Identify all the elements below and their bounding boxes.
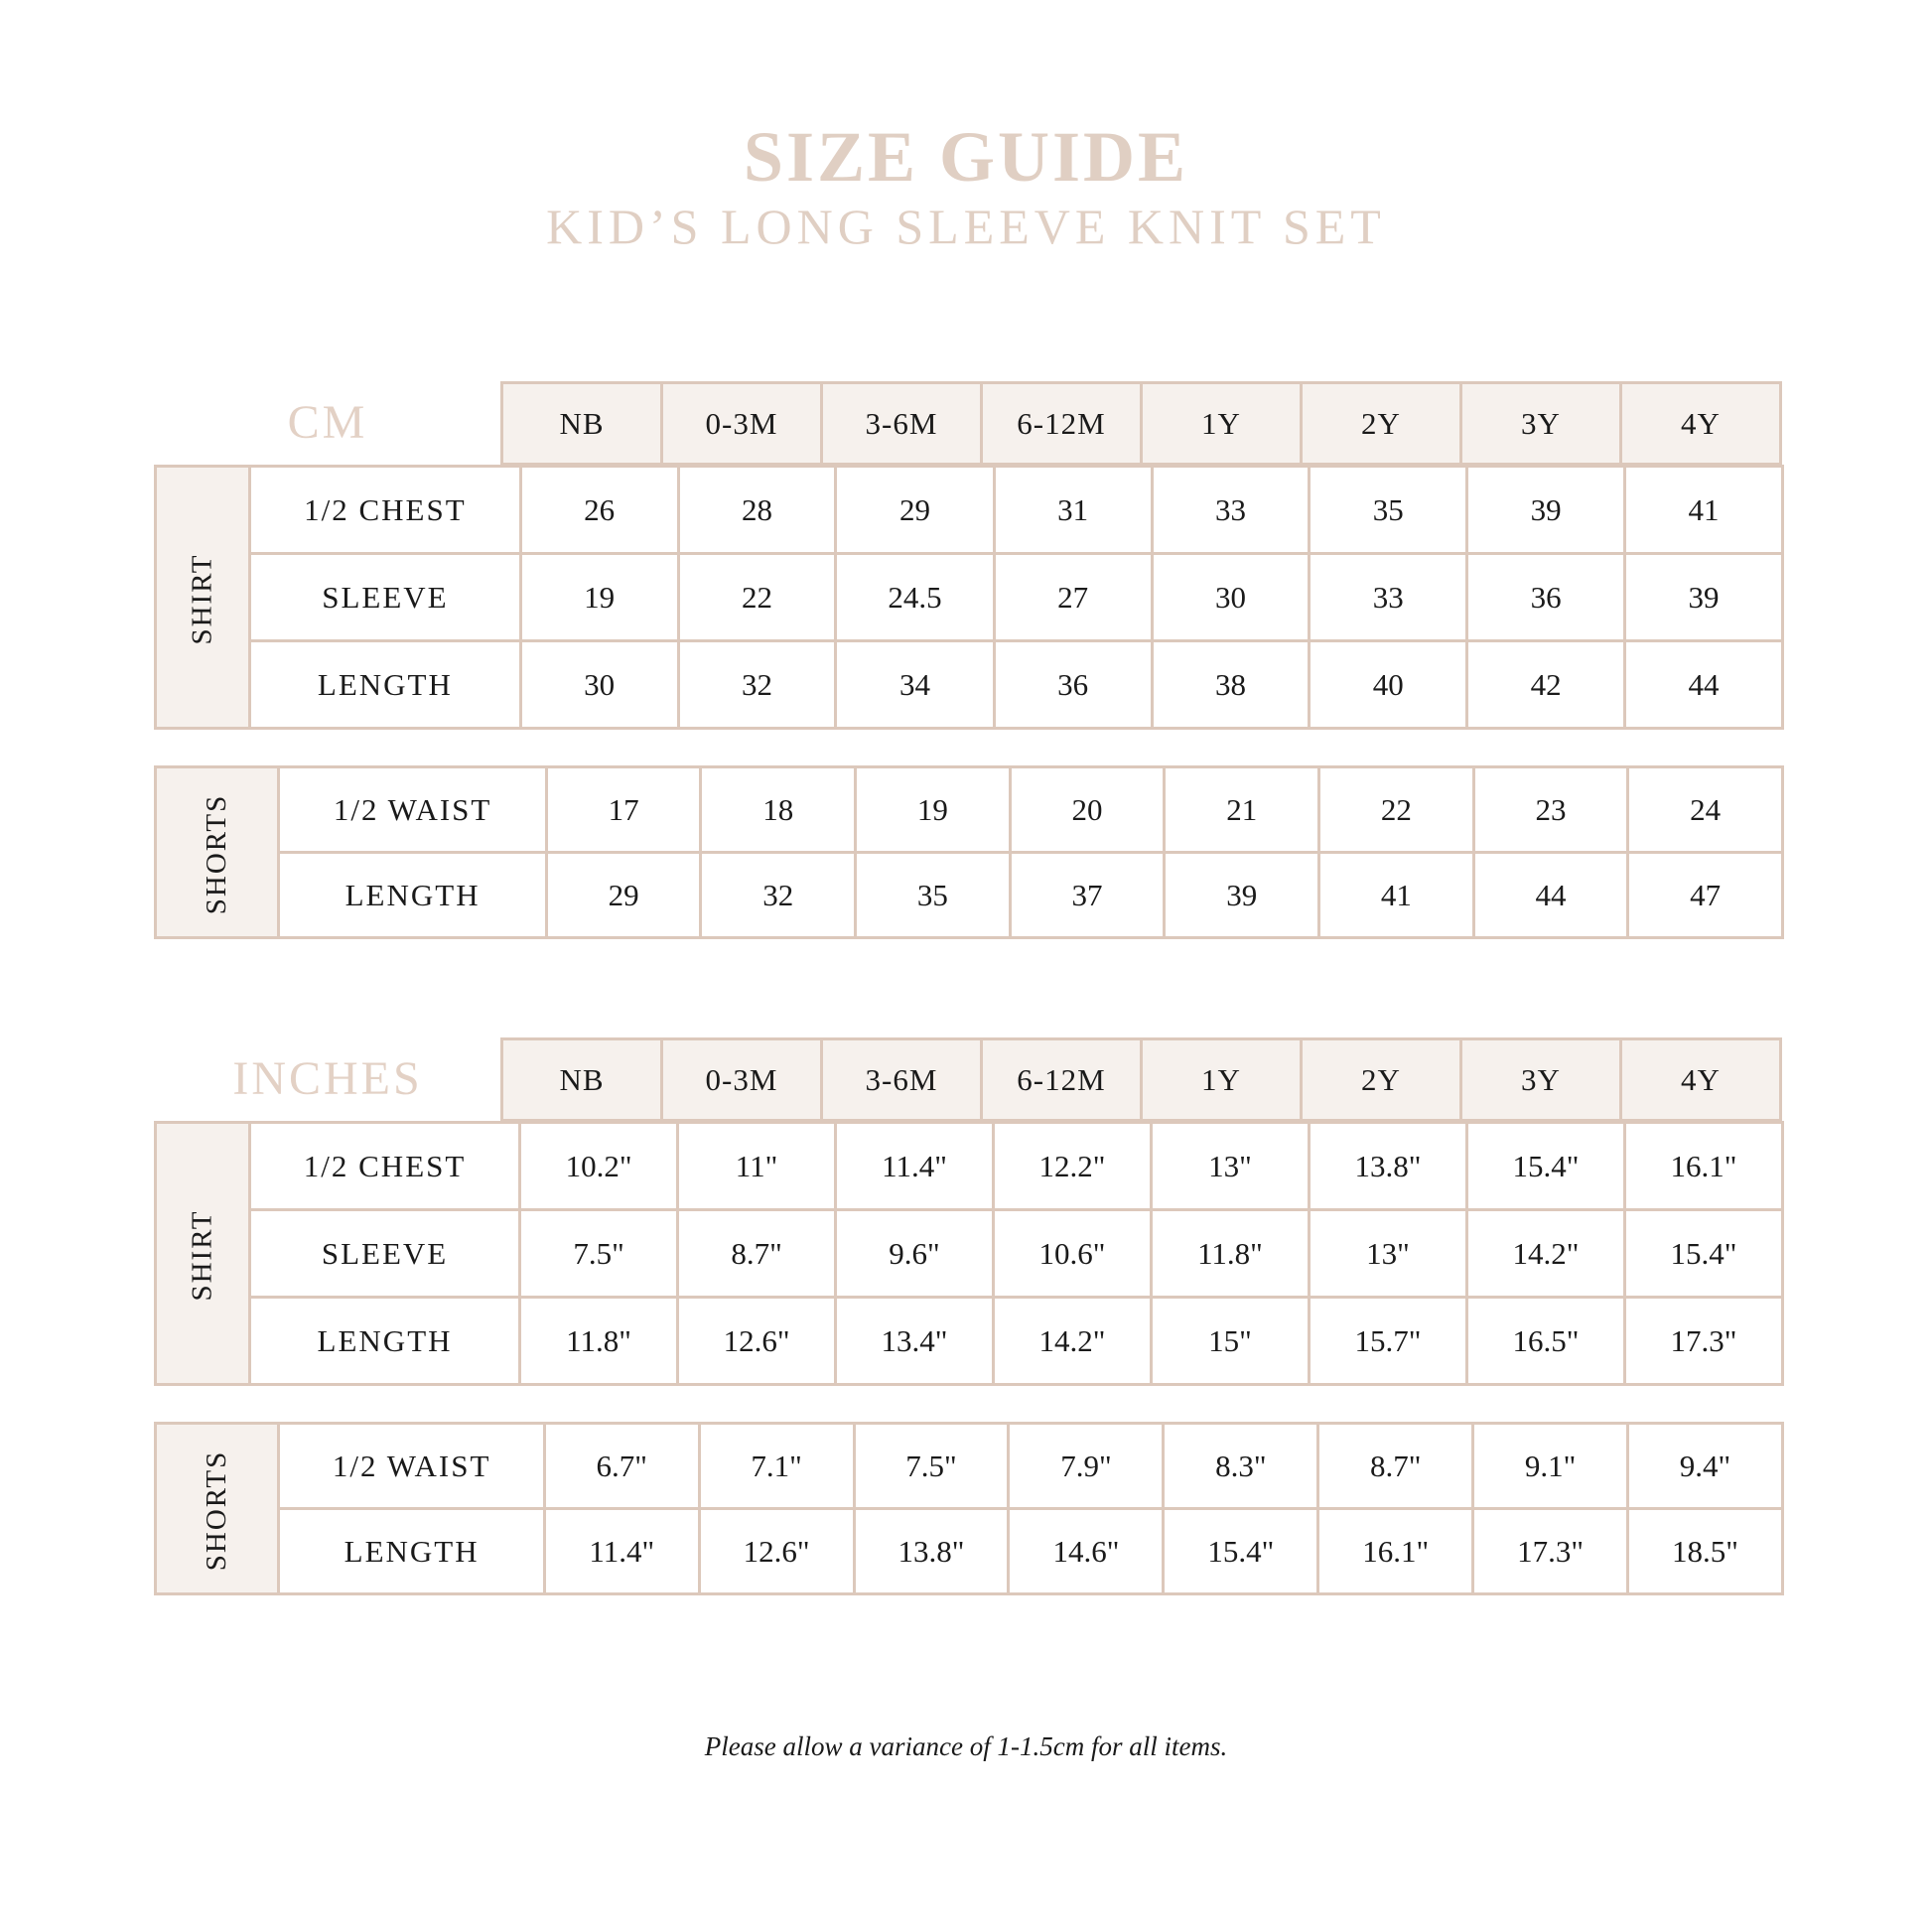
table-row	[156, 1424, 1783, 1509]
value-cell: 17.3"	[1473, 1509, 1628, 1594]
group-label-shorts: SHORTS	[201, 1449, 233, 1571]
row-label: SLEEVE	[250, 554, 521, 641]
value-cell: 37	[1010, 853, 1165, 938]
size-header-cell: 3-6M	[822, 383, 982, 465]
group-label-cell	[156, 767, 279, 938]
value-cell: 13.8"	[1309, 1123, 1466, 1210]
group-label-shirt: SHIRT	[186, 552, 218, 645]
group-label-cell	[156, 1424, 279, 1594]
size-header-cell: 0-3M	[662, 383, 822, 465]
value-cell: 14.2"	[994, 1298, 1152, 1385]
value-cell: 22	[1319, 767, 1474, 853]
size-header-cell: 1Y	[1142, 1039, 1302, 1121]
value-cell: 18.5"	[1628, 1509, 1783, 1594]
value-cell: 41	[1319, 853, 1474, 938]
value-cell: 23	[1473, 767, 1628, 853]
value-cell: 13.8"	[854, 1509, 1009, 1594]
value-cell: 15.4"	[1164, 1509, 1318, 1594]
value-cell: 32	[701, 853, 856, 938]
size-header-cell: 0-3M	[662, 1039, 822, 1121]
value-cell: 14.6"	[1009, 1509, 1164, 1594]
table-row	[156, 1210, 1783, 1298]
shirt-table-inches	[154, 1121, 1784, 1386]
row-label: LENGTH	[250, 1298, 520, 1385]
value-cell: 17	[546, 767, 701, 853]
value-cell: 30	[520, 641, 678, 729]
value-cell: 29	[836, 467, 994, 554]
value-cell: 36	[994, 641, 1152, 729]
size-header-cell: 2Y	[1302, 383, 1461, 465]
value-cell: 39	[1165, 853, 1319, 938]
value-cell: 47	[1628, 853, 1783, 938]
row-label: LENGTH	[279, 1509, 544, 1594]
value-cell: 21	[1165, 767, 1319, 853]
value-cell: 28	[678, 467, 836, 554]
shorts-table-inches	[154, 1422, 1784, 1595]
value-cell: 35	[1310, 467, 1467, 554]
value-cell: 13"	[1309, 1210, 1466, 1298]
row-label: SLEEVE	[250, 1210, 520, 1298]
value-cell: 11.8"	[1151, 1210, 1309, 1298]
table-row	[156, 1123, 1783, 1210]
value-cell: 15"	[1151, 1298, 1309, 1385]
value-cell: 19	[520, 554, 678, 641]
group-label-cell	[156, 1123, 250, 1385]
value-cell: 12.2"	[994, 1123, 1152, 1210]
value-cell: 8.3"	[1164, 1424, 1318, 1509]
value-cell: 34	[836, 641, 994, 729]
table-row	[156, 1298, 1783, 1385]
value-cell: 6.7"	[544, 1424, 699, 1509]
row-label: 1/2 CHEST	[250, 467, 521, 554]
value-cell: 35	[856, 853, 1011, 938]
value-cell: 16.1"	[1624, 1123, 1782, 1210]
value-cell: 30	[1152, 554, 1310, 641]
row-label: 1/2 WAIST	[279, 767, 546, 853]
value-cell: 39	[1625, 554, 1783, 641]
value-cell: 8.7"	[678, 1210, 836, 1298]
value-cell: 19	[856, 767, 1011, 853]
value-cell: 29	[546, 853, 701, 938]
value-cell: 36	[1467, 554, 1625, 641]
value-cell: 14.2"	[1466, 1210, 1624, 1298]
value-cell: 22	[678, 554, 836, 641]
value-cell: 24.5	[836, 554, 994, 641]
value-cell: 13.4"	[836, 1298, 994, 1385]
value-cell: 7.5"	[520, 1210, 678, 1298]
value-cell: 9.1"	[1473, 1424, 1628, 1509]
group-label-shirt: SHIRT	[186, 1208, 218, 1302]
value-cell: 15.7"	[1309, 1298, 1466, 1385]
value-cell: 15.4"	[1624, 1210, 1782, 1298]
row-label: 1/2 CHEST	[250, 1123, 520, 1210]
row-label: LENGTH	[250, 641, 521, 729]
page-subtitle: KID’S LONG SLEEVE KNIT SET	[546, 199, 1386, 254]
value-cell: 7.9"	[1009, 1424, 1164, 1509]
shirt-table-cm	[154, 465, 1784, 730]
value-cell: 12.6"	[678, 1298, 836, 1385]
value-cell: 15.4"	[1466, 1123, 1624, 1210]
value-cell: 10.6"	[994, 1210, 1152, 1298]
value-cell: 8.7"	[1318, 1424, 1473, 1509]
size-header-cell: 1Y	[1142, 383, 1302, 465]
size-header-cell: 4Y	[1621, 383, 1781, 465]
size-header-cell: 4Y	[1621, 1039, 1781, 1121]
value-cell: 10.2"	[520, 1123, 678, 1210]
value-cell: 41	[1625, 467, 1783, 554]
group-label-shorts: SHORTS	[201, 793, 233, 914]
value-cell: 16.1"	[1318, 1509, 1473, 1594]
size-header-cell: 2Y	[1302, 1039, 1461, 1121]
value-cell: 18	[701, 767, 856, 853]
value-cell: 26	[520, 467, 678, 554]
value-cell: 11"	[678, 1123, 836, 1210]
value-cell: 7.1"	[699, 1424, 854, 1509]
value-cell: 13"	[1151, 1123, 1309, 1210]
value-cell: 44	[1625, 641, 1783, 729]
value-cell: 9.6"	[836, 1210, 994, 1298]
unit-label-cm: CM	[287, 396, 368, 449]
value-cell: 39	[1467, 467, 1625, 554]
row-label: LENGTH	[279, 853, 546, 938]
table-row	[156, 1509, 1783, 1594]
size-header-cell: 6-12M	[982, 1039, 1142, 1121]
value-cell: 20	[1010, 767, 1165, 853]
size-header-cell: 3Y	[1461, 1039, 1621, 1121]
value-cell: 27	[994, 554, 1152, 641]
value-cell: 12.6"	[699, 1509, 854, 1594]
value-cell: 7.5"	[854, 1424, 1009, 1509]
value-cell: 42	[1467, 641, 1625, 729]
variance-note: Please allow a variance of 1-1.5cm for all items.	[704, 1731, 1228, 1761]
page-title: SIZE GUIDE	[743, 117, 1189, 197]
unit-label-inches: INCHES	[232, 1052, 423, 1105]
shorts-table-cm	[154, 765, 1784, 939]
table-row	[156, 641, 1783, 729]
value-cell: 11.4"	[836, 1123, 994, 1210]
table-row	[156, 767, 1783, 853]
value-cell: 17.3"	[1624, 1298, 1782, 1385]
value-cell: 11.8"	[520, 1298, 678, 1385]
size-header-cell: 3-6M	[822, 1039, 982, 1121]
size-header-cm	[500, 381, 1782, 466]
size-header-cell: NB	[502, 1039, 662, 1121]
value-cell: 16.5"	[1466, 1298, 1624, 1385]
value-cell: 24	[1628, 767, 1783, 853]
value-cell: 40	[1310, 641, 1467, 729]
group-label-cell	[156, 467, 250, 729]
size-header-cell: NB	[502, 383, 662, 465]
value-cell: 31	[994, 467, 1152, 554]
size-header-cell: 3Y	[1461, 383, 1621, 465]
value-cell: 33	[1152, 467, 1310, 554]
value-cell: 9.4"	[1628, 1424, 1783, 1509]
size-header-cell: 6-12M	[982, 383, 1142, 465]
value-cell: 11.4"	[544, 1509, 699, 1594]
table-row	[156, 554, 1783, 641]
value-cell: 38	[1152, 641, 1310, 729]
size-header-inches	[500, 1037, 1782, 1122]
value-cell: 33	[1310, 554, 1467, 641]
table-row	[156, 853, 1783, 938]
table-row	[156, 467, 1783, 554]
value-cell: 44	[1473, 853, 1628, 938]
row-label: 1/2 WAIST	[279, 1424, 544, 1509]
value-cell: 32	[678, 641, 836, 729]
